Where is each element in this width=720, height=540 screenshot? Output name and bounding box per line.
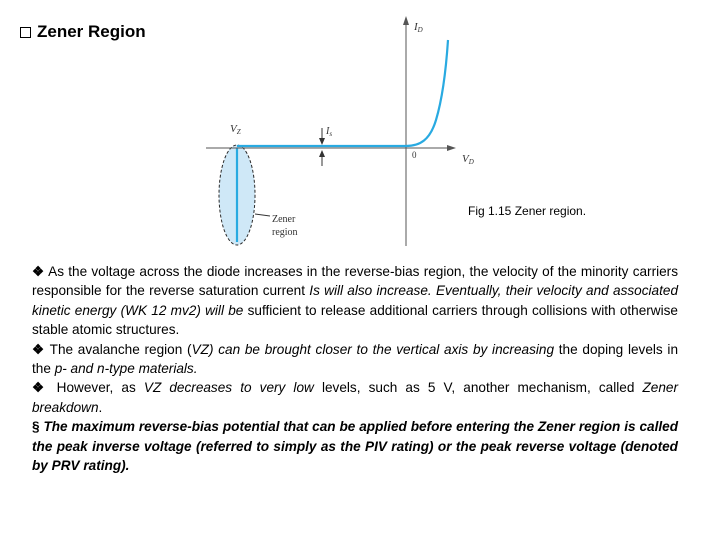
paragraph-2: ❖ The avalanche region (VZ) can be brought closer to the vertical axis by increasing the doping levels in the p- and n-type materials. bbox=[32, 341, 679, 377]
section-bullet-icon: § bbox=[32, 419, 40, 435]
zener-label-pointer bbox=[255, 214, 270, 216]
figure-caption: Fig 1.15 Zener region. bbox=[468, 204, 587, 218]
paragraph-4: § The maximum reverse-bias potential that can be applied before entering the Zener region is called the peak inverse voltage (referred to simply as the PIV rating) or the peak reverse voltage (denoted by PRV rating). bbox=[32, 419, 678, 474]
origin-label: 0 bbox=[412, 150, 417, 160]
zener-characteristic-figure bbox=[0, 0, 720, 260]
zener-region-label-line1: Zener bbox=[272, 214, 296, 225]
is-arrow-up-head bbox=[319, 150, 325, 157]
vd-axis-label: VD bbox=[462, 153, 474, 166]
id-axis-label: ID bbox=[414, 21, 423, 34]
vz-label: VZ bbox=[230, 123, 241, 136]
diamond-bullet-icon: ❖ bbox=[32, 380, 49, 396]
id-axis-arrow bbox=[403, 16, 409, 25]
is-arrow-down-head bbox=[319, 138, 325, 145]
diamond-bullet-icon: ❖ bbox=[32, 264, 45, 279]
paragraph-1: ❖ As the voltage across the diode increases in the reverse-bias region, the velocity of the minority carriers responsible for the reverse saturation current Is will also increase. Eventually, their velocity and associated kinetic energy (WK 12 mv2) will be sufficient to release additional carriers through collisions with otherwise stable atomic structures. bbox=[32, 264, 679, 338]
page-title-text: Zener Region bbox=[37, 22, 146, 41]
diode-curve bbox=[237, 40, 448, 146]
zener-region-label-line2: region bbox=[272, 227, 298, 238]
paragraph-3: ❖ However, as VZ decreases to very low levels, such as 5 V, another mechanism, called Zener breakdown. bbox=[32, 380, 679, 415]
body-text bbox=[32, 262, 678, 475]
vd-axis-arrow bbox=[447, 145, 456, 151]
is-label: $I_s$ bbox=[326, 126, 333, 138]
diamond-bullet-icon: ❖ bbox=[32, 341, 46, 357]
